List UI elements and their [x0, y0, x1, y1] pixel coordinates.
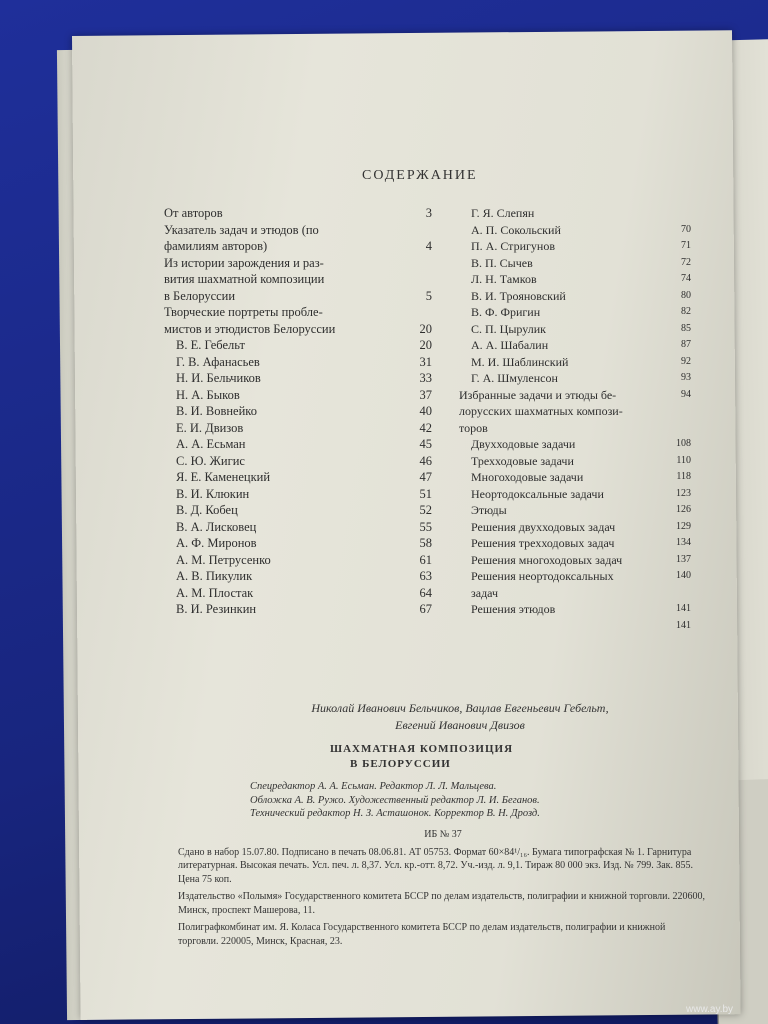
- toc-entry-text: А. М. Петрусенко: [176, 552, 271, 567]
- toc-entry-page: 52: [419, 503, 432, 517]
- toc-entry: [459, 304, 691, 321]
- toc-entry: [459, 601, 691, 618]
- toc-entry-page: 134: [676, 537, 691, 548]
- toc-entry-page: 70: [681, 223, 691, 235]
- toc-entry: [459, 585, 691, 602]
- toc-entry-text: Г. В. Афанасьев: [176, 354, 260, 369]
- toc-entry-page: 71: [681, 240, 691, 251]
- toc-entry-text: вития шахматной композиции: [164, 272, 325, 286]
- toc-entry: [164, 255, 432, 272]
- toc-entry-page: 20: [419, 321, 432, 336]
- toc-entry-text: Н. А. Быков: [176, 387, 240, 402]
- toc-entry: [459, 486, 691, 503]
- toc-entry: [459, 618, 691, 635]
- toc-entry-page: 42: [419, 420, 432, 435]
- toc-entry: [164, 288, 432, 305]
- toc-entry: [164, 403, 432, 420]
- toc-entry-page: 141: [676, 619, 691, 631]
- toc-entry-page: 40: [419, 404, 432, 418]
- toc-entry-text: М. И. Шаблинский: [471, 354, 569, 369]
- toc-entry: [459, 403, 691, 420]
- toc-entry: [164, 535, 432, 552]
- toc-entry: [459, 502, 691, 519]
- credits-line3: Технический редактор Н. З. Асташонок. Корректор В. Н. Дрозд.: [250, 808, 540, 819]
- toc-entry-page: 64: [419, 585, 432, 600]
- toc-entry: [164, 552, 432, 569]
- toc-entry: [459, 552, 691, 569]
- toc-entry-page: 37: [419, 387, 432, 402]
- authors: [210, 700, 710, 734]
- toc-entry-text: Неортодоксальные задачи: [471, 486, 604, 501]
- toc-entry: [164, 519, 432, 536]
- toc-entry-text: Г. Я. Слепян: [471, 206, 535, 220]
- toc-entry-text: Г. А. Шмуленсон: [471, 371, 558, 385]
- toc-entry-text: От авторов: [164, 206, 223, 220]
- toc-entry: [459, 271, 691, 288]
- toc-entry: [459, 387, 691, 404]
- toc-entry: [164, 321, 432, 338]
- toc-entry-page: 118: [676, 471, 691, 482]
- toc-entry-page: 137: [676, 553, 691, 565]
- toc-entry: [459, 370, 691, 387]
- toc-entry: [164, 453, 432, 470]
- toc-entry-text: А. Ф. Миронов: [176, 536, 257, 550]
- toc-entry-text: А. А. Шабалин: [471, 338, 549, 352]
- toc-entry-text: Решения неортодоксальных: [471, 569, 614, 583]
- toc-entry: [459, 568, 691, 585]
- publication-info: [178, 828, 708, 952]
- toc-entry: [164, 304, 432, 321]
- book-title: [330, 742, 630, 772]
- toc-entry-text: В. И. Вовнейко: [176, 404, 257, 418]
- toc-entry-text: В. П. Сычев: [471, 255, 533, 270]
- credits: [250, 780, 710, 821]
- toc-entry: [459, 420, 691, 437]
- toc-entry-page: 58: [419, 536, 432, 550]
- toc-entry-text: А. А. Есьман: [176, 437, 246, 451]
- pub-details: Сдано в набор 15.07.80. Подписано в печать 08.06.81. АТ 05753. Формат 60×84¹/₁₆. Бумага типографская № 1. Гарнитура литературная. Высокая печать. Усл. печ. л. 8,37. Усл. кр.-отт. 8,72. Уч.-изд. л. 9,1. Тираж 80 000 экз. Изд. № 799. Зак. 855. Цена 75 коп.: [178, 846, 694, 885]
- toc-entry-page: 55: [419, 519, 432, 534]
- toc-entry-text: А. М. Плостак: [176, 585, 254, 600]
- title-line1: ШАХМАТНАЯ КОМПОЗИЦИЯ: [330, 743, 514, 755]
- toc-entry: [459, 205, 691, 222]
- toc-entry-page: 4: [425, 239, 432, 253]
- toc-entry-text: мистов и этюдистов Белоруссии: [164, 321, 336, 336]
- toc-entry-text: А. П. Сокольский: [471, 222, 561, 237]
- toc-entry-text: П. А. Стригунов: [471, 239, 555, 253]
- toc-entry-text: Указатель задач и этюдов (по: [164, 222, 319, 237]
- toc-entry-text: Многоходовые задачи: [471, 470, 584, 484]
- toc-entry: [164, 387, 432, 404]
- toc-entry-page: 82: [681, 306, 691, 317]
- credits-line1: Спецредактор А. А. Есьман. Редактор Л. Л. Мальцева.: [250, 781, 497, 792]
- toc-entry-text: Избранные задачи и этюды бе-: [459, 387, 617, 402]
- toc-entry: [164, 205, 432, 222]
- toc-entry: [459, 354, 691, 371]
- toc-entry-text: Я. Е. Каменецкий: [176, 470, 271, 484]
- toc-entry-text: торов: [459, 420, 488, 435]
- toc-entry: [459, 519, 691, 536]
- toc-entry-page: 3: [425, 206, 432, 220]
- title-line2: В БЕЛОРУССИИ: [350, 758, 451, 770]
- toc-entry-text: Н. И. Бельчиков: [176, 371, 261, 385]
- authors-line2: Евгений Иванович Двизов: [395, 718, 525, 732]
- toc-entry-page: 108: [676, 438, 691, 449]
- toc-entry: [164, 486, 432, 503]
- toc-entry-page: 93: [681, 372, 691, 383]
- toc-entry: [164, 337, 432, 354]
- toc-entry-page: 140: [676, 570, 691, 581]
- toc-entry-page: 46: [419, 453, 432, 468]
- toc-entry-page: 80: [681, 289, 691, 301]
- toc-entry-page: 31: [419, 354, 432, 369]
- toc-entry-page: 72: [681, 256, 691, 268]
- toc-entry: [164, 469, 432, 486]
- toc-entry-page: 47: [419, 470, 432, 484]
- toc-entry: [164, 222, 432, 239]
- toc-entry-page: 45: [419, 437, 432, 451]
- toc-entry: [164, 436, 432, 453]
- toc-left-column: [164, 205, 432, 618]
- publisher: Издательство «Полымя» Государственного комитета БССР по делам издательств, полиграфии и книжной торговли. 220600, Минск, проспект Машерова, 11.: [178, 891, 706, 916]
- toc-entry-text: В. Е. Гебельт: [176, 338, 245, 352]
- toc-entry: [459, 238, 691, 255]
- toc-entry-text: Этюды: [471, 503, 507, 517]
- toc-entry: [459, 337, 691, 354]
- toc-entry-text: С. П. Цырулик: [471, 321, 546, 336]
- printer: Полиграфкомбинат им. Я. Коласа Государственного комитета БССР по делам издательств, полиграфии и книжной торговли. 220005, Минск, Красная, 23.: [178, 922, 666, 947]
- toc-entry-text: Трехходовые задачи: [471, 453, 574, 468]
- toc-entry-page: 110: [676, 454, 691, 466]
- toc-entry: [459, 535, 691, 552]
- toc-entry: [459, 288, 691, 305]
- toc-entry: [164, 502, 432, 519]
- toc-title: СОДЕРЖАНИЕ: [362, 168, 478, 183]
- toc-entry-text: Е. И. Двизов: [176, 420, 244, 435]
- toc-entry-page: 87: [681, 339, 691, 350]
- toc-entry-text: Творческие портреты пробле-: [164, 305, 323, 319]
- toc-entry-page: 63: [419, 569, 432, 583]
- toc-entry: [164, 568, 432, 585]
- toc-entry-text: в Белоруссии: [164, 288, 236, 303]
- toc-entry-text: С. Ю. Жигис: [176, 453, 245, 468]
- toc-entry: [164, 420, 432, 437]
- toc-entry-page: 61: [419, 552, 432, 567]
- toc-entry-page: 92: [681, 355, 691, 367]
- toc-entry-text: Решения двухходовых задач: [471, 519, 616, 534]
- credits-line2: Обложка А. В. Ружо. Художественный редактор Л. И. Беганов.: [250, 794, 540, 806]
- toc-entry-page: 5: [425, 288, 432, 303]
- toc-entry-text: А. В. Пикулик: [176, 569, 253, 583]
- toc-entry-page: 20: [419, 338, 432, 352]
- toc-entry-text: Решения трехходовых задач: [471, 536, 615, 550]
- authors-line1: Николай Иванович Бельчиков, Вацлав Евгеньевич Гебельт,: [311, 701, 609, 715]
- toc-entry-text: лорусских шахматных компози-: [459, 404, 623, 418]
- toc-entry-page: 129: [676, 520, 691, 532]
- toc-entry-text: Решения многоходовых задач: [471, 552, 623, 567]
- toc-entry-text: фамилиям авторов): [164, 239, 268, 253]
- toc-entry-text: В. А. Лисковец: [176, 519, 257, 534]
- toc-entry-text: Двухходовые задачи: [471, 437, 576, 451]
- toc-entry: [459, 436, 691, 453]
- toc-entry-text: Л. Н. Тамков: [471, 272, 537, 286]
- toc-entry-text: В. Ф. Фригин: [471, 305, 541, 319]
- toc-entry: [164, 601, 432, 618]
- toc-entry-page: 94: [681, 388, 691, 400]
- toc-entry-text: В. И. Трояновский: [471, 288, 566, 303]
- ib-number: ИБ № 37: [424, 829, 462, 840]
- toc-entry: [164, 370, 432, 387]
- toc-entry-text: задач: [471, 585, 499, 600]
- toc-entry: [459, 469, 691, 486]
- toc-right-column: [459, 205, 691, 634]
- toc-entry-page: 126: [676, 504, 691, 515]
- toc-entry-text: Решения этюдов: [471, 602, 556, 616]
- toc-entry-page: 141: [676, 603, 691, 614]
- toc-entry: [164, 238, 432, 255]
- toc-entry-page: 74: [681, 273, 691, 284]
- toc-entry-text: В. И. Клюкин: [176, 486, 250, 501]
- toc-entry: [164, 354, 432, 371]
- toc-entry: [164, 585, 432, 602]
- watermark: www.ay.by: [686, 1004, 734, 1015]
- toc-entry-page: 123: [676, 487, 691, 499]
- toc-entry-text: Из истории зарождения и раз-: [164, 255, 324, 270]
- toc-entry-page: 67: [419, 602, 432, 616]
- toc-entry-page: 85: [681, 322, 691, 334]
- toc-entry: [459, 222, 691, 239]
- toc-entry-text: В. И. Резинкин: [176, 602, 257, 616]
- toc-entry: [164, 271, 432, 288]
- toc-entry: [459, 255, 691, 272]
- toc-entry-text: В. Д. Кобец: [176, 503, 238, 517]
- toc-entry-page: 33: [419, 371, 432, 385]
- toc-entry: [459, 321, 691, 338]
- toc-entry-page: 51: [419, 486, 432, 501]
- toc-entry: [459, 453, 691, 470]
